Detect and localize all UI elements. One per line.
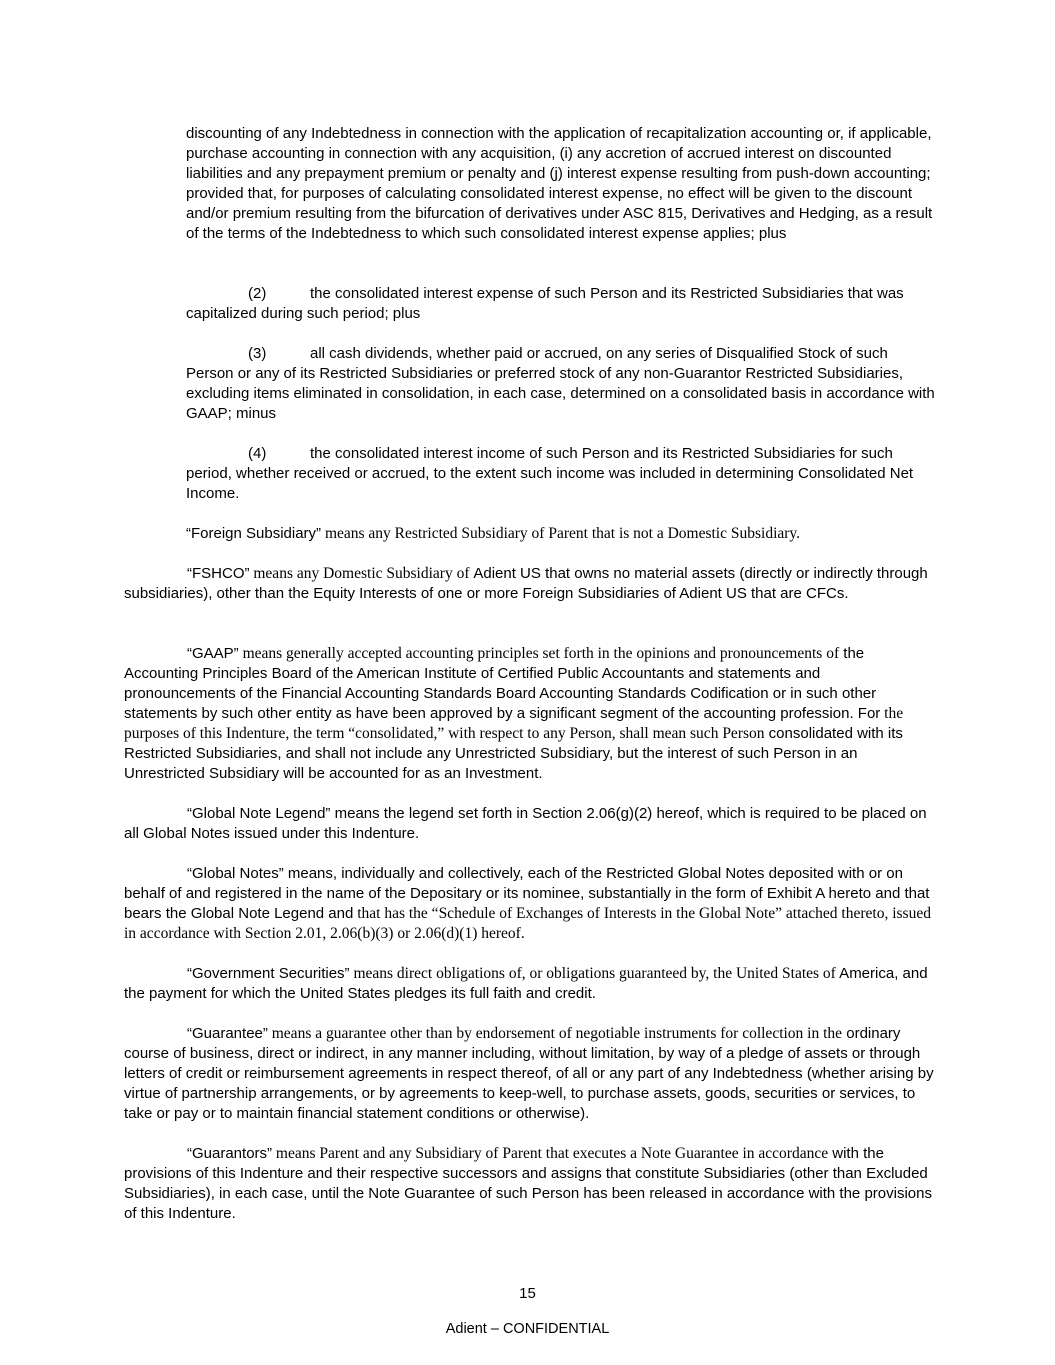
definition-term: “FSHCO” xyxy=(187,565,250,582)
definition-guarantee xyxy=(124,1024,934,1124)
definition-text-serif: that has the “Schedule of Exchanges of Interests in the Global Note” attached thereto, issued in accordance with Section 2.01, 2.06(b)(3) or 2.06(d)(1) hereof. xyxy=(124,905,931,942)
definition-text-continued: ordinary course of business, direct or indirect, in any manner including, without limitation, by way of a pledge of assets or through letters of credit or reimbursement agreements in respect thereof, of all or any part of any Indebtedness (whether arising by virtue of partnership arrangements, or by agreements to keep-well, to purchase assets, goods, securities or services, to take or pay or to maintain financial statement conditions or otherwise). xyxy=(124,1025,934,1122)
definition-guarantors xyxy=(124,1144,934,1224)
list-item xyxy=(186,284,946,324)
list-item xyxy=(186,344,946,424)
definition-text: means any Restricted Subsidiary of Parent that is not a Domestic Subsidiary. xyxy=(321,525,801,542)
definition-foreign-subsidiary xyxy=(186,524,946,544)
definition-text: means generally accepted accounting principles set forth in the opinions and pronouncements of xyxy=(238,645,840,662)
list-item xyxy=(186,444,946,504)
definition-term: “Global Note Legend” xyxy=(187,805,331,822)
definition-term: “Global Notes” xyxy=(187,865,284,882)
list-item-number: (4) xyxy=(248,445,267,462)
definition-global-note-legend xyxy=(124,804,934,844)
list-item-text-continued: period, whether received or accrued, to the extent such income was included in determining Consolidated Net Income. xyxy=(186,465,914,502)
definition-text-continued: with the provisions of this Indenture and their respective successors and assigns that constitute Subsidiaries (other than Excluded Subsidiaries), in each case, until the Note Guarantee of such Person has been released in accordance with the provisions of this Indenture. xyxy=(124,1145,932,1222)
definition-government-securities xyxy=(124,964,934,1004)
definition-text: means, individually and collectively, each of the Restricted Global Notes deposited with or on behalf of and registered in the name of the Depositary or its nominee, substantially in the form of Exhibit A hereto and that bears the Global Note Legend and xyxy=(124,865,930,922)
definition-text: means Parent and any Subsidiary of Parent that executes a Note Guarantee in accordance xyxy=(272,1145,829,1162)
definition-term: “Foreign Subsidiary” xyxy=(186,525,322,542)
list-item-text: the consolidated interest income of such Person and its Restricted Subsidiaries for such xyxy=(310,445,893,462)
list-item-text: all cash dividends, whether paid or accrued, on any series of Disqualified Stock of such xyxy=(310,345,888,362)
list-item-text-continued: Person or any of its Restricted Subsidiaries or preferred stock of any non-Guarantor Restricted Subsidiaries, excluding items eliminated in consolidation, in each case, determined on a consolidated basis in accordance with GAAP; minus xyxy=(186,365,935,422)
list-item-number: (2) xyxy=(248,285,267,302)
definition-term: “Government Securities” xyxy=(187,965,350,982)
definition-text-serif: the purposes of this Indenture, the term “consolidated,” with respect to any Person, shall mean such Person xyxy=(124,705,904,742)
definition-text: means any Domestic Subsidiary of xyxy=(249,565,474,582)
definition-term: “GAAP” xyxy=(187,645,239,662)
definition-text: means a guarantee other than by endorsement of negotiable instruments for collection in the xyxy=(267,1025,843,1042)
definition-term: “Guarantee” xyxy=(187,1025,268,1042)
definition-text-continued: Adient US that owns no material assets (directly or indirectly through subsidiaries), other than the Equity Interests of one or more Foreign Subsidiaries of Adient US that are CFCs. xyxy=(124,565,928,602)
continuation-paragraph: discounting of any Indebtedness in connection with the application of recapitalization accounting or, if applicable, purchase accounting in connection with any acquisition, (i) any accretion of accrued interest on discounted liabilities and any prepayment premium or penalty and (j) interest expense resulting from push-down accounting; provided that, for purposes of calculating consolidated interest expense, no effect will be given to the discount and/or premium resulting from the bifurcation of derivatives under ASC 815, Derivatives and Hedging, as a result of the terms of the Indebtedness to which such consolidated interest expense applies; plus xyxy=(186,125,933,242)
list-item-text: the consolidated interest expense of such Person and its Restricted Subsidiaries that was xyxy=(310,285,904,302)
list-item-text-continued: capitalized during such period; plus xyxy=(186,305,421,322)
definition-text-end: consolidated with its Restricted Subsidiaries, and shall not include any Unrestricted Subsidiary, but the interest of such Person in an Unrestricted Subsidiary will be accounted for as an Investment. xyxy=(124,725,903,782)
definition-gaap xyxy=(124,644,934,784)
definition-fshco xyxy=(124,564,934,604)
definition-text: means the legend set forth in Section 2.06(g)(2) hereof, which is required to be placed on all Global Notes issued under this Indenture. xyxy=(124,805,927,842)
definition-text: means direct obligations of, or obligations guaranteed by, the United States of xyxy=(349,965,836,982)
definition-text-continued: America, and the payment for which the United States pledges its full faith and credit. xyxy=(124,965,928,1002)
definition-global-notes xyxy=(124,864,934,944)
definition-text-continued: the Accounting Principles Board of the American Institute of Certified Public Accountants and statements and pronouncements of the Financial Accounting Standards Board Accounting Standards Codification or in such other statements by such other entity as have been approved by a significant segment of the accounting profession. For xyxy=(124,645,881,722)
confidential-footer: Adient – CONFIDENTIAL xyxy=(445,1321,610,1337)
list-item-number: (3) xyxy=(248,345,267,362)
definition-term: “Guarantors” xyxy=(187,1145,273,1162)
page-number: 15 xyxy=(519,1285,536,1302)
